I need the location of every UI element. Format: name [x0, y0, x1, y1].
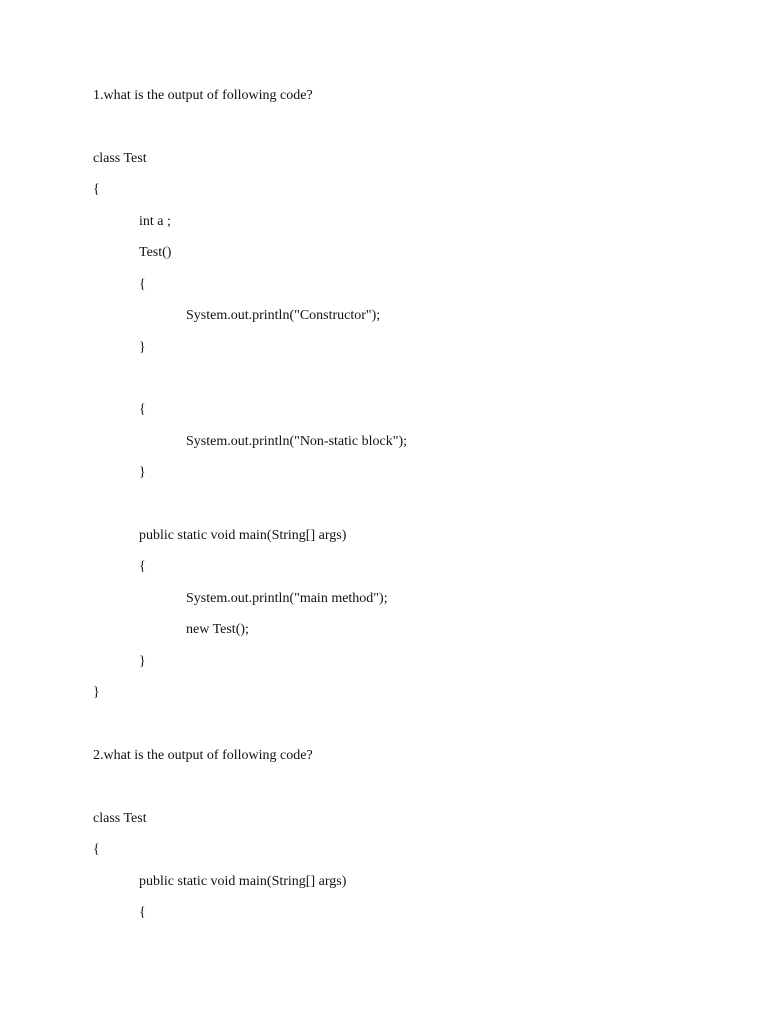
code-line: { [93, 182, 100, 197]
code-line: public static void main(String[] args) [139, 528, 347, 543]
code-line: { [139, 559, 146, 574]
question-1-prompt: 1.what is the output of following code? [93, 88, 313, 103]
code-line: { [139, 277, 146, 292]
code-line: class Test [93, 811, 147, 826]
code-line: } [139, 340, 146, 355]
code-line: { [93, 842, 100, 857]
code-line: System.out.println("Non-static block"); [186, 434, 408, 449]
code-line: System.out.println("Constructor"); [186, 308, 381, 323]
code-line: } [139, 654, 146, 669]
question-2-prompt: 2.what is the output of following code? [93, 748, 313, 763]
code-line: public static void main(String[] args) [139, 874, 347, 889]
code-line: int a ; [139, 214, 171, 229]
code-line: System.out.println("main method"); [186, 591, 388, 606]
code-line: { [139, 905, 146, 920]
code-line: } [139, 465, 146, 480]
code-line: } [93, 685, 100, 700]
code-line: Test() [139, 245, 172, 260]
code-line: { [139, 402, 146, 417]
code-line: new Test(); [186, 622, 249, 637]
code-line: class Test [93, 151, 147, 166]
